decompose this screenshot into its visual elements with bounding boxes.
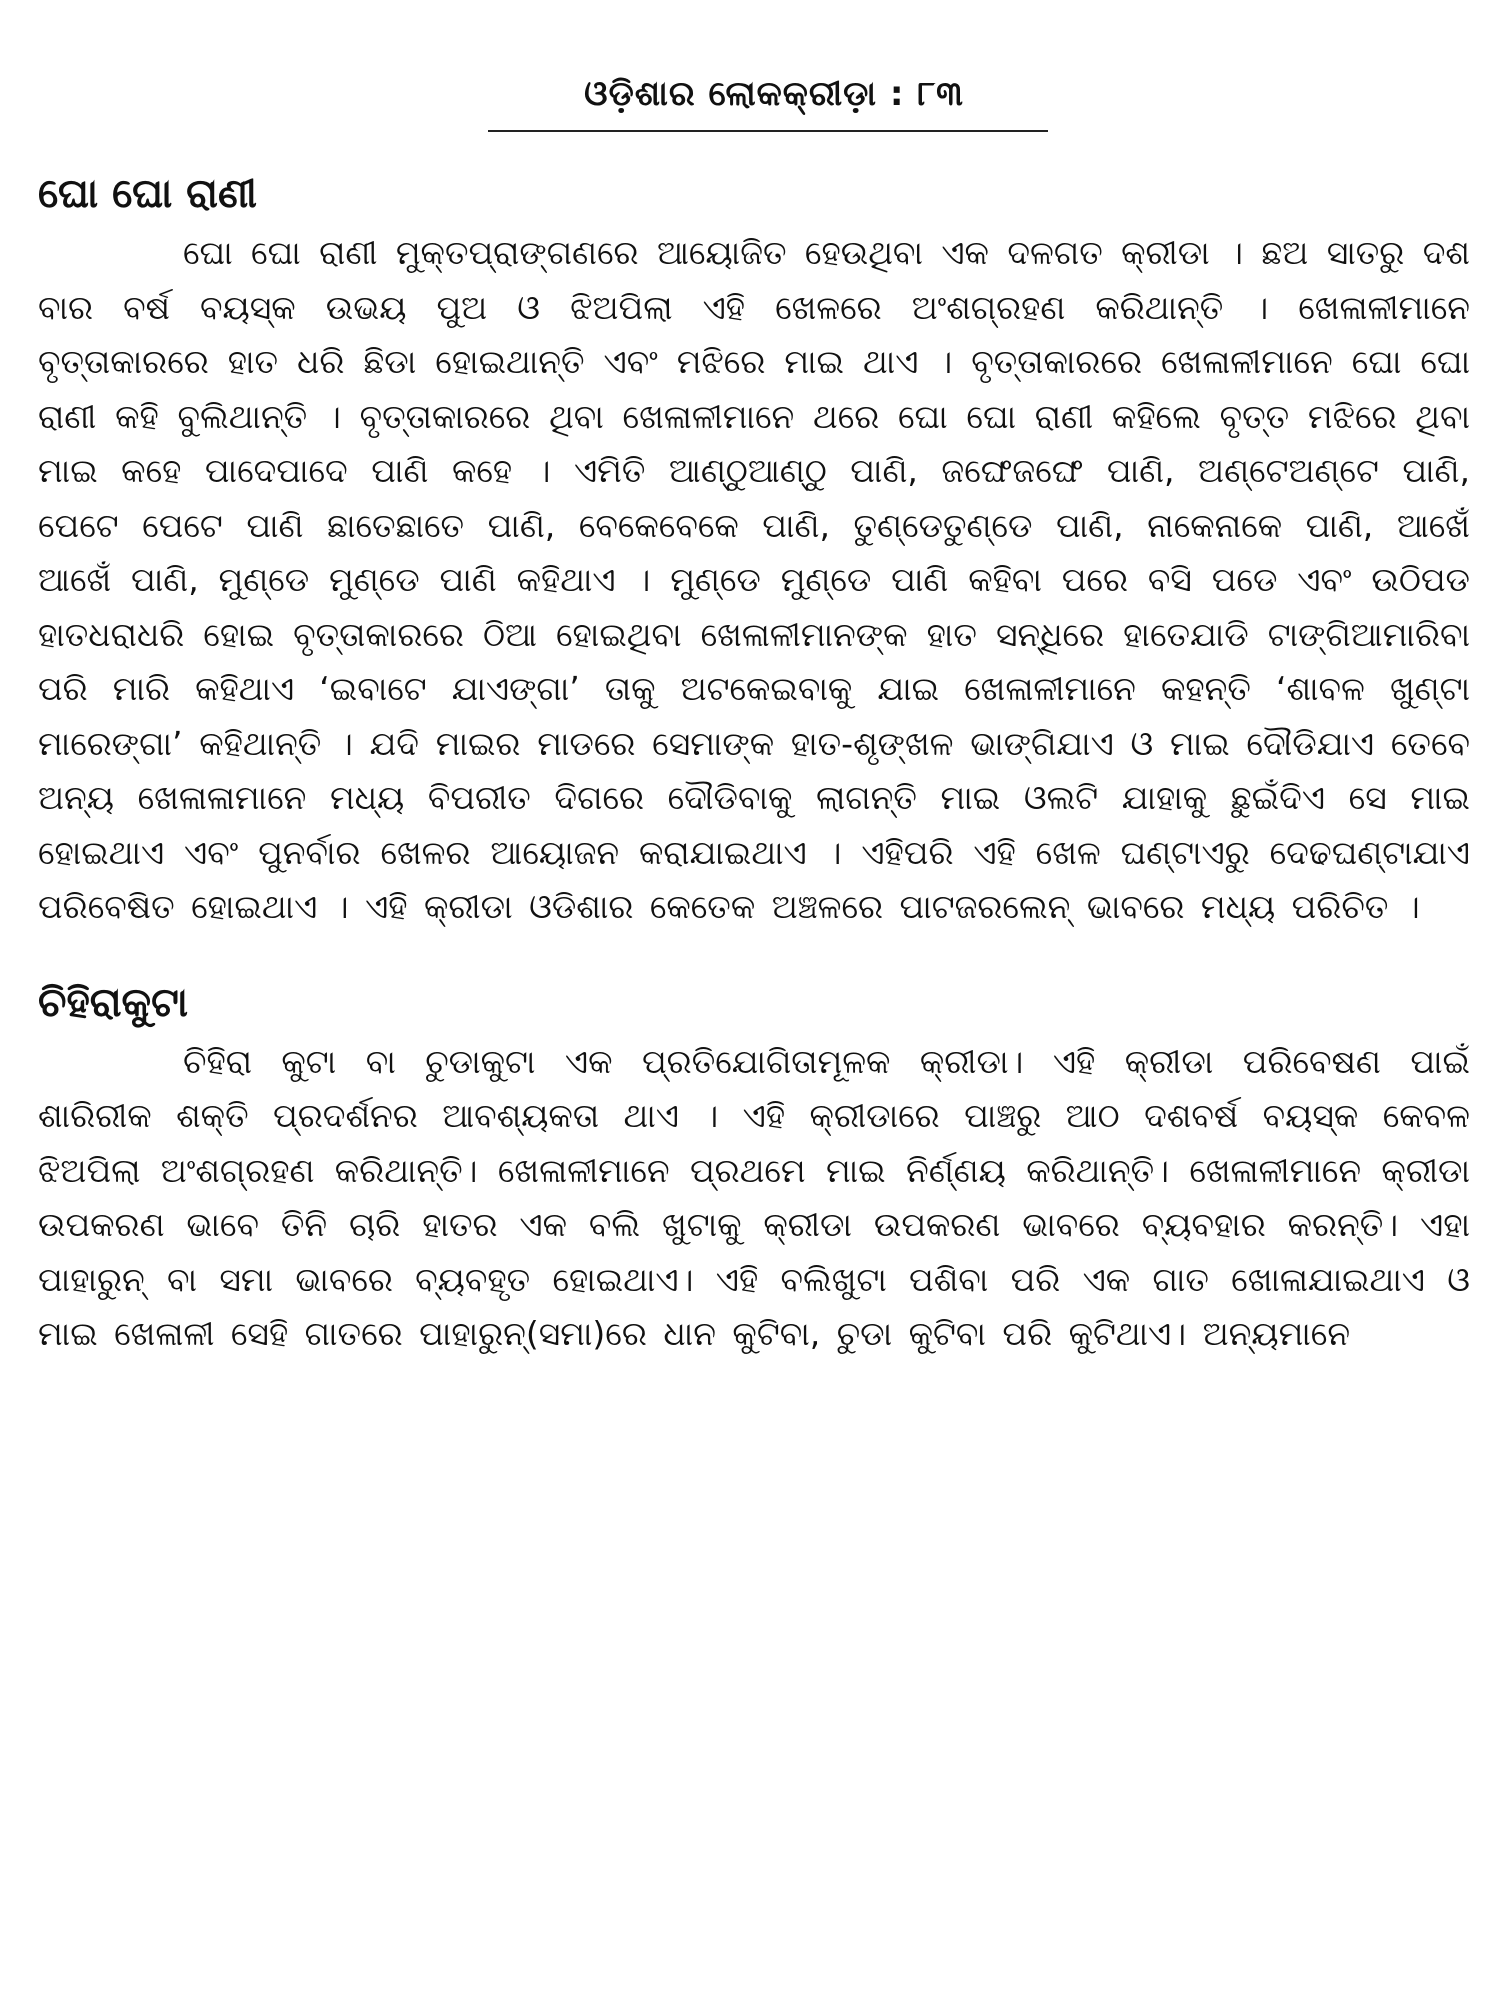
section-title-gho-gho-rani: ଘୋ ଘୋ ରାଣୀ	[38, 171, 257, 217]
section-title-chihirakuta: ଚିହିରାକୁଟା	[38, 979, 188, 1026]
section-body-chihirakuta: ଚିହିରା କୁଟା ବା ଚୁଡାକୁଟା ଏକ ପ୍ରତିଯୋଗିତାମୂଳକ କ୍ରୀଡା। ଏହି କ୍ରୀଡା ପରିବେଷଣ ପାଇଁ ଶାରିରୀକ ଶକ୍ତି ପ୍ରଦର୍ଶନର ଆବଶ୍ୟକତା ଥାଏ । ଏହି କ୍ରୀଡାରେ ପାଞ୍ଚରୁ ଆଠ ଦଶବର୍ଷ ବୟସ୍କ କେବଳ ଝିଅପିଲା ଅଂଶଗ୍ରହଣ କରିଥାନ୍ତି। ଖେଳାଳୀମାନେ ପ୍ରଥମେ ମାଇ ନିର୍ଣ୍ଣୟ କରିଥାନ୍ତି। ଖେଳାଳୀମାନେ କ୍ରୀଡା ଉପକରଣ ଭାବେ ତିନି ଚାରି ହାତର ଏକ ବଲି ଖୁଟାକୁ କ୍ରୀଡା ଉପକରଣ ଭାବରେ ବ୍ୟବହାର କରନ୍ତି। ଏହା ପାହାରୁନ୍ ବା ସମା ଭାବରେ ବ୍ୟବହୃତ ହୋଇଥାଏ। ଏହି ବଲିଖୁଟା ପଶିବା ପରି ଏକ ଗାତ ଖୋଳାଯାଇଥାଏ ଓ ମାଇ ଖେଳାଳୀ ସେହି ଗାତରେ ପାହାରୁନ୍(ସମା)ରେ ଧାନ କୁଟିବା, ଚୁଡା କୁଟିବା ପରି କୁଟିଥାଏ। ଅନ୍ୟମାନେ	[38, 1041, 1470, 1353]
book-page	[38, 70, 1470, 1362]
section-body-gho-gho-rani: ଘୋ ଘୋ ରାଣୀ ମୁକ୍ତପ୍ରାଙ୍ଗଣରେ ଆୟୋଜିତ ହେଉଥିବା ଏକ ଦଳଗତ କ୍ରୀଡା । ଛଅ ସାତରୁ ଦଶ ବାର ବର୍ଷ ବୟସ୍କ ଉଭୟ ପୁଅ ଓ ଝିଅପିଲା ଏହି ଖେଳରେ ଅଂଶଗ୍ରହଣ କରିଥାନ୍ତି । ଖେଳାଳୀମାନେ ବୃତ୍ତାକାରରେ ହାତ ଧରି ଛିଡା ହୋଇଥାନ୍ତି ଏବଂ ମଝିରେ ମାଇ ଥାଏ । ବୃତ୍ତାକାରରେ ଖେଳାଳୀମାନେ ଘୋ ଘୋ ରାଣୀ କହି ବୁଲିଥାନ୍ତି । ବୃତ୍ତାକାରରେ ଥିବା ଖେଳାଳୀମାନେ ଥରେ ଘୋ ଘୋ ରାଣୀ କହିଲେ ବୃତ୍ତ ମଝିରେ ଥିବା ମାଇ କହେ ପାଦେପାଦେ ପାଣି କହେ । ଏମିତି ଆଣ୍ଠୁଆଣ୍ଠୁ ପାଣି, ଜଙ୍ଘେଜଙ୍ଘେ ପାଣି, ଅଣ୍ଟେଅଣ୍ଟେ ପାଣି, ପେଟେ ପେଟେ ପାଣି ଛାତେଛାତେ ପାଣି, ବେକେବେକେ ପାଣି, ତୁଣ୍ଡେତୁଣ୍ଡେ ପାଣି, ନାକେନାକେ ପାଣି, ଆଖେଁ ଆଖେଁ ପାଣି, ମୁଣ୍ଡେ ମୁଣ୍ଡେ ପାଣି କହିଥାଏ । ମୁଣ୍ଡେ ମୁଣ୍ଡେ ପାଣି କହିବା ପରେ ବସି ପଡେ ଏବଂ ଉଠିପଡ ହାତଧରାଧରି ହୋଇ ବୃତ୍ତାକାରରେ ଠିଆ ହୋଇଥିବା ଖେଳାଳୀମାନଙ୍କ ହାତ ସନ୍ଧିରେ ହାତେଯାଡି ଟାଙ୍ଗିଆମାରିବା ପରି ମାରି କହିଥାଏ ‘ଇବାଟେ ଯାଏଙ୍ଗା’ ତାକୁ ଅଟକେଇବାକୁ ଯାଇ ଖେଳାଳୀମାନେ କହନ୍ତି ‘ଶାବଳ ଖୁଣ୍ଟା ମାରେଙ୍ଗା’ କହିଥାନ୍ତି । ଯଦି ମାଇର ମାଡରେ ସେମାଙ୍କ ହାତ-ଶୃଙ୍ଖଳ ଭାଙ୍ଗିଯାଏ ଓ ମାଇ ଦୌଡିଯାଏ ତେବେ ଅନ୍ୟ ଖେଳାଳାମାନେ ମଧ୍ୟ ବିପରୀତ ଦିଗରେ ଦୌଡିବାକୁ ଲାଗନ୍ତି ମାଇ ଓଲଟି ଯାହାକୁ ଛୁଇଁଦିଏ ସେ ମାଇ ହୋଇଥାଏ ଏବଂ ପୁନର୍ବାର ଖେଳର ଆୟୋଜନ କରାଯାଇଥାଏ । ଏହିପରି ଏହି ଖେଳ ଘଣ୍ଟାଏରୁ ଦେଢଘଣ୍ଟାଯାଏ ପରିବେଷିତ ହୋଇଥାଏ । ଏହି କ୍ରୀଡା ଓଡିଶାର କେତେକ ଅଞ୍ଚଳରେ ପାଟଜରଲେନ୍ ଭାବରେ ମଧ୍ୟ ପରିଚିତ ।	[38, 233, 1470, 926]
running-header: ଓଡ଼ିଶାର ଲୋକକ୍ରୀଡ଼ା : ୮୩	[584, 74, 964, 114]
header-rule	[488, 130, 1048, 132]
